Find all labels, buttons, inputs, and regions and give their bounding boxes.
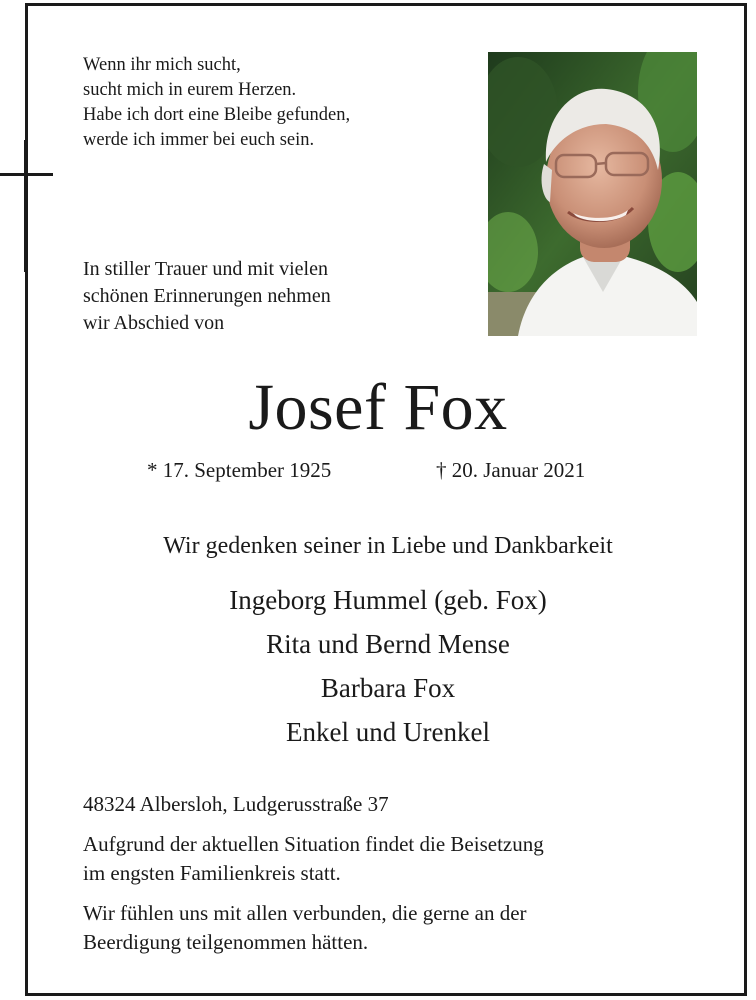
mourners-list xyxy=(0,578,756,754)
cross-symbol-vertical xyxy=(24,140,27,272)
funeral-notice-line: Aufgrund der aktuellen Situation findet die Beisetzung xyxy=(83,832,544,856)
mourner-name: Ingeborg Hummel (geb. Fox) xyxy=(229,585,547,615)
thanks-notice-line: Wir fühlen uns mit allen verbunden, die gerne an der xyxy=(83,901,527,925)
funeral-notice xyxy=(83,830,544,888)
intro-text xyxy=(83,256,331,337)
birth-date: * 17. September 1925 xyxy=(147,458,332,482)
mourner-name: Rita und Bernd Mense xyxy=(266,629,510,659)
poem-text xyxy=(83,53,350,153)
cross-symbol-horizontal xyxy=(0,173,53,176)
death-date: † 20. Januar 2021 xyxy=(436,458,586,482)
thanks-notice-line: Beerdigung teilgenommen hätten. xyxy=(83,930,369,954)
poem-line: werde ich immer bei euch sein. xyxy=(83,130,315,150)
intro-line: schönen Erinnerungen nehmen xyxy=(83,285,331,307)
address: 48324 Albersloh, Ludgerusstraße 37 xyxy=(83,792,389,816)
portrait-photo xyxy=(488,52,697,336)
intro-line: In stiller Trauer und mit vielen xyxy=(83,258,328,280)
mourner-name: Barbara Fox xyxy=(320,673,456,703)
poem-line: Wenn ihr mich sucht, xyxy=(83,55,241,75)
poem-line: Habe ich dort eine Bleibe gefunden, xyxy=(83,105,351,125)
remembrance-line: Wir gedenken seiner in Liebe und Dankbarkeit xyxy=(163,533,613,559)
deceased-name: Josef Fox xyxy=(248,371,508,444)
poem-line: sucht mich in eurem Herzen. xyxy=(83,80,297,100)
mourner-name: Enkel und Urenkel xyxy=(286,717,490,747)
intro-line: wir Abschied von xyxy=(83,312,225,334)
funeral-notice-line: im engsten Familienkreis statt. xyxy=(83,861,341,885)
thanks-notice xyxy=(83,899,527,957)
